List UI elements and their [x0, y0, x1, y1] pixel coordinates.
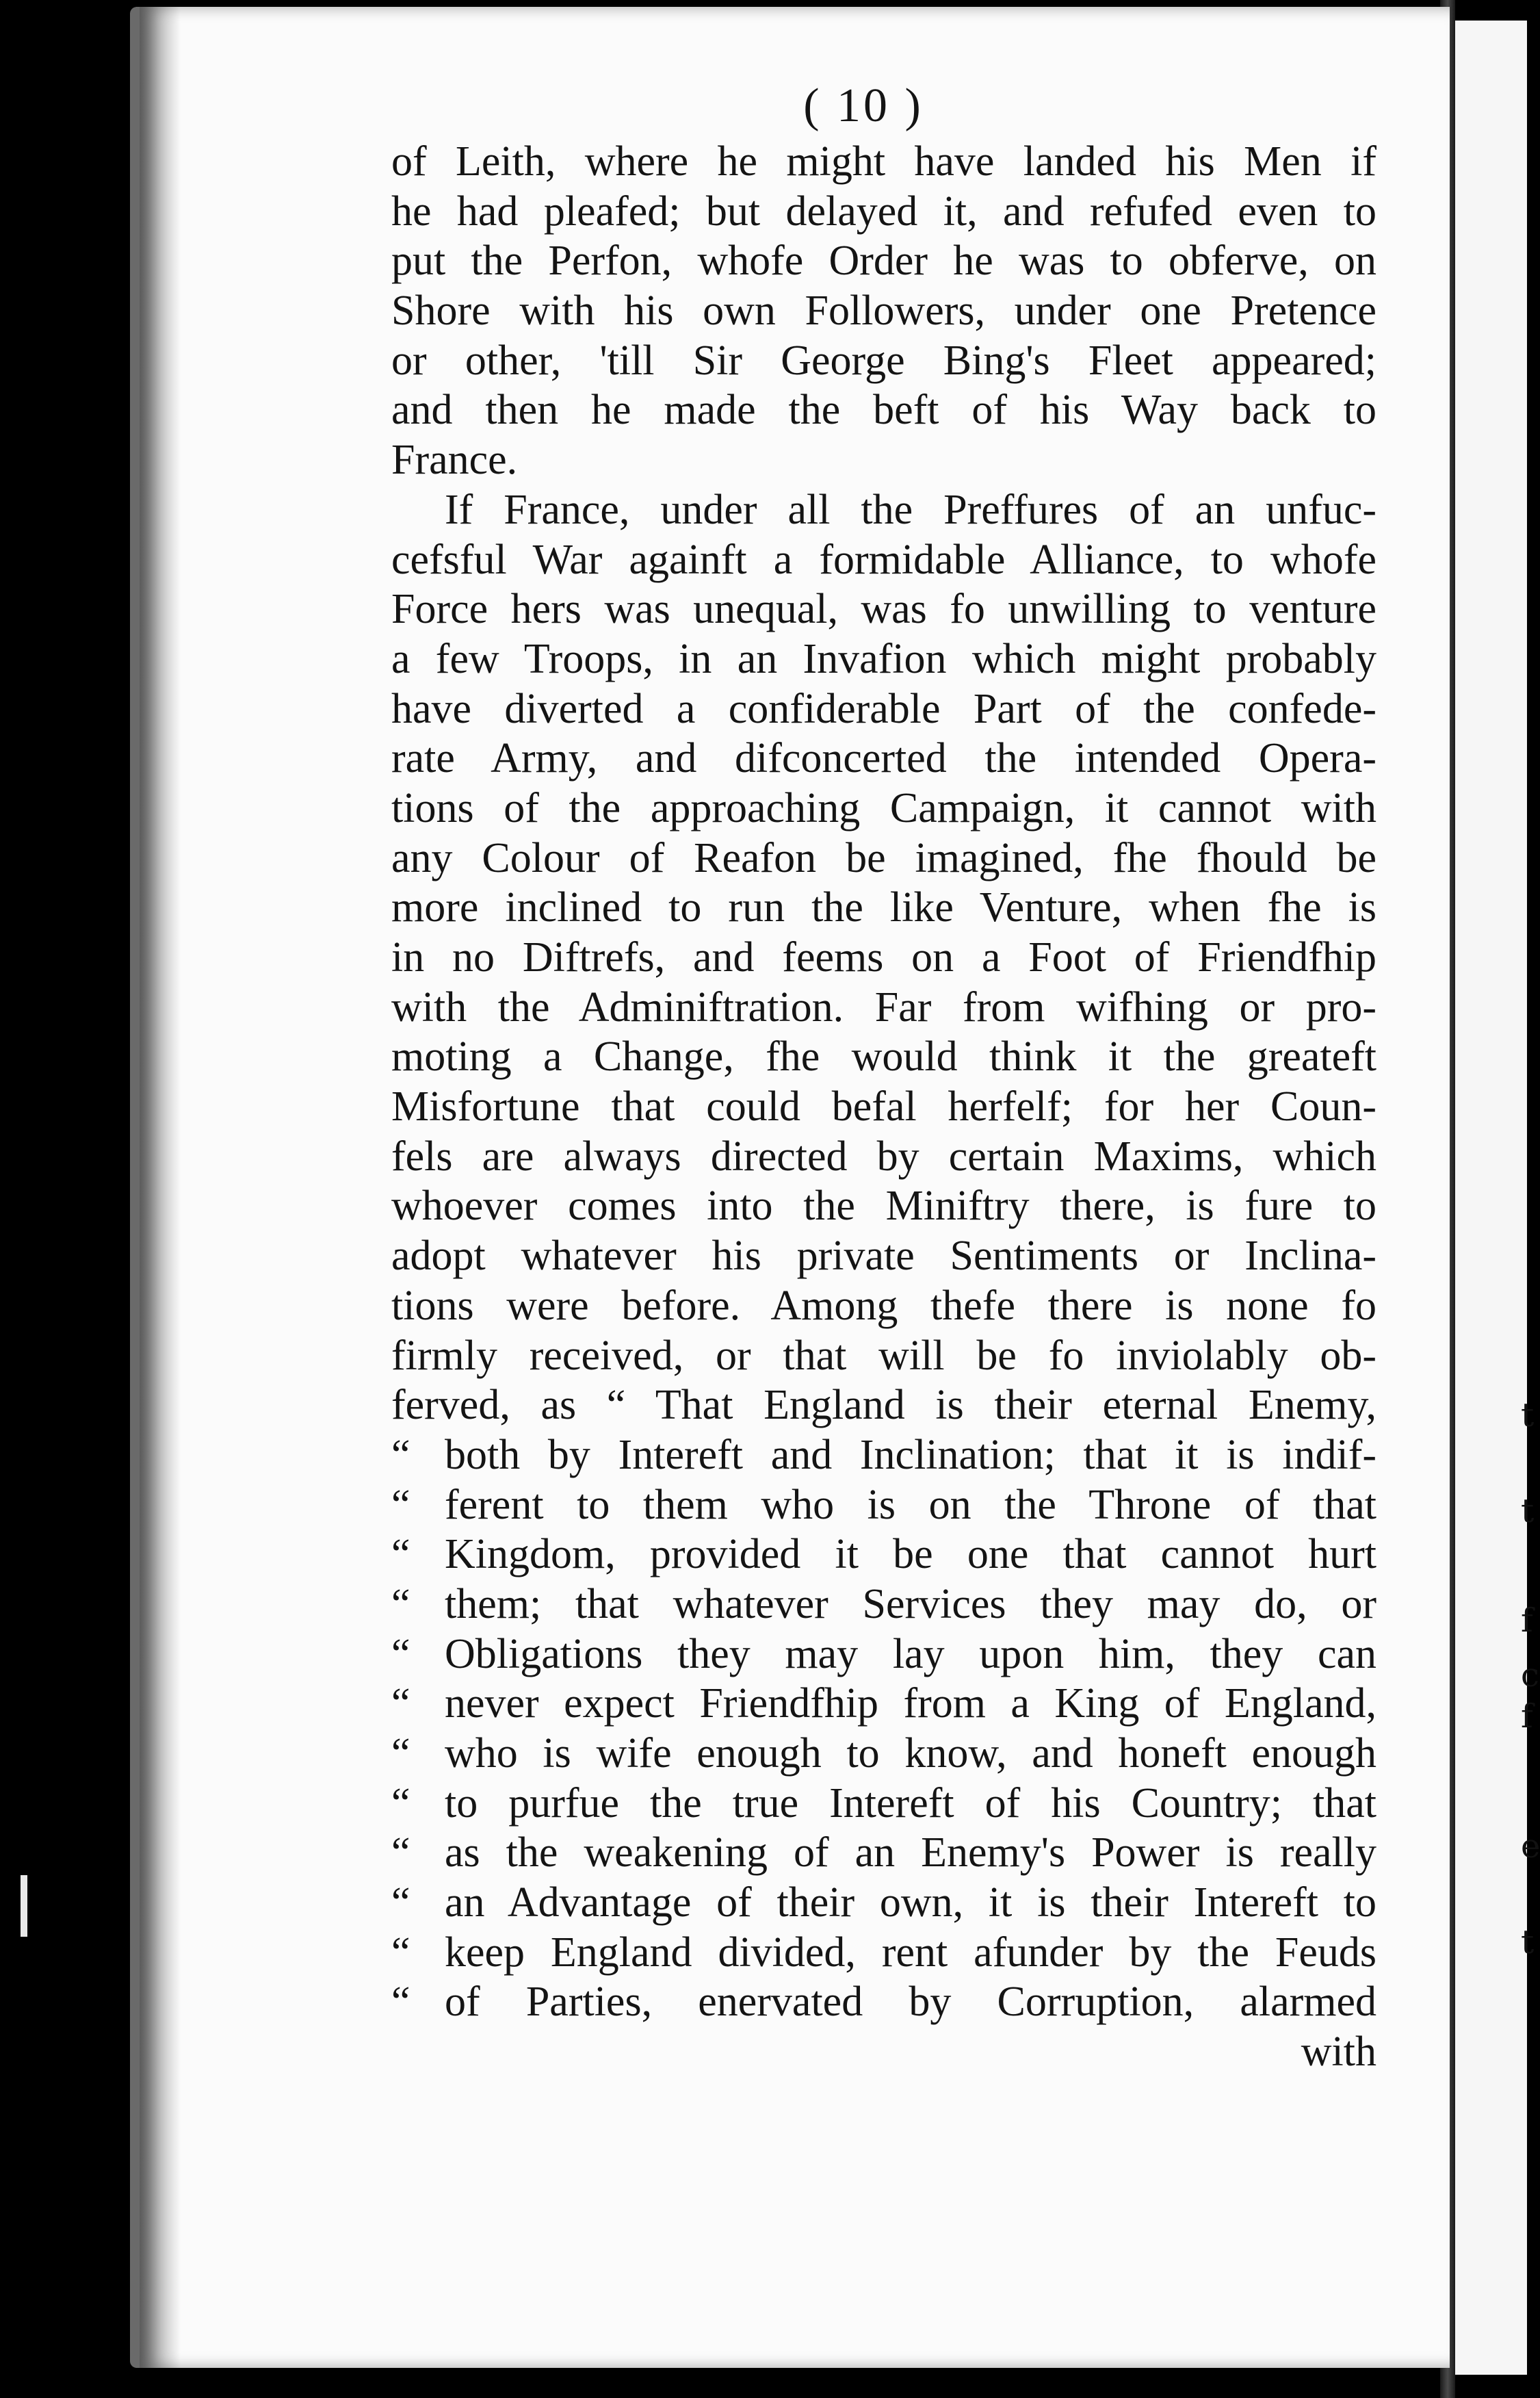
quotation-mark: “	[391, 1829, 410, 1877]
text-line: fels are always directed by certain Maxims, which	[391, 1133, 1376, 1180]
text-line	[391, 1679, 1376, 1729]
quotation-mark: “	[391, 1929, 410, 1976]
line-text: as the weakening of an Enemy's Power is really	[445, 1829, 1376, 1877]
text-line: tions were before. Among thefe there is none fo	[391, 1282, 1376, 1329]
quotation-mark: “	[391, 1481, 410, 1528]
page-text	[391, 75, 1376, 2077]
line-text: Kingdom, provided it be one that cannot hurt	[445, 1531, 1376, 1578]
text-line: If France, under all the Preffures of an unfuc-	[445, 486, 1376, 533]
line-text: both by Intereft and Inclination; that it is indif-	[445, 1431, 1376, 1478]
text-line: any Colour of Reafon be imagined, fhe fhould be	[391, 834, 1376, 881]
line-text: Obligations they may lay upon him, they can	[445, 1630, 1376, 1677]
adjacent-page-fragment: f	[1521, 1697, 1533, 1736]
quotation-mark: “	[391, 1779, 410, 1827]
text-line	[391, 1878, 1376, 1928]
text-line	[391, 1580, 1376, 1629]
text-lines	[391, 137, 1376, 2077]
text-line: cefsful War againft a formidable Alliance, to whofe	[391, 536, 1376, 583]
margin-mark	[21, 1875, 27, 1937]
text-line: in no Diftrefs, and feems on a Foot of Friendfhip	[391, 934, 1376, 981]
text-line: firmly received, or that will be fo inviolably ob-	[391, 1332, 1376, 1379]
quotation-mark: “	[391, 1879, 410, 1926]
text-line: with the Adminiftration. Far from wifhing or pro-	[391, 983, 1376, 1031]
text-line	[391, 1977, 1376, 2027]
text-line: ferved, as “ That England is their eternal Enemy,	[391, 1382, 1376, 1429]
line-text: keep England divided, rent afunder by the Feuds	[445, 1929, 1376, 1976]
text-line: have diverted a confiderable Part of the confede-	[391, 685, 1376, 732]
text-line: Shore with his own Followers, under one Pretence	[391, 287, 1376, 335]
text-line	[391, 1779, 1376, 1829]
quotation-mark: “	[391, 1431, 410, 1478]
line-text: them; that whatever Services they may do, or	[445, 1580, 1376, 1627]
page-binding-shadow	[140, 7, 181, 2368]
text-line	[391, 1430, 1376, 1480]
adjacent-page-fragment: f	[1521, 1601, 1533, 1640]
quotation-mark: “	[391, 1531, 410, 1578]
text-line: Misfortune that could befal herfelf; for her Coun-	[391, 1083, 1376, 1131]
line-text: ferent to them who is on the Throne of that	[445, 1481, 1376, 1528]
text-line	[391, 1828, 1376, 1878]
text-line	[391, 1530, 1376, 1580]
text-line: France.	[391, 437, 518, 484]
text-line: put the Perfon, whofe Order he was to obferve, on	[391, 237, 1376, 285]
text-line: Force hers was unequal, was fo unwilling to venture	[391, 586, 1376, 633]
adjacent-page-fragment: t	[1521, 1492, 1535, 1530]
text-line: and then he made the beft of his Way back to	[391, 387, 1376, 434]
adjacent-page-fragment: e	[1521, 1827, 1540, 1866]
line-text: of Parties, enervated by Corruption, alarmed	[445, 1978, 1376, 2026]
quotation-mark: “	[391, 1680, 410, 1727]
text-line: he had pleafed; but delayed it, and refufed even to	[391, 188, 1376, 235]
adjacent-page-edge	[1455, 21, 1540, 2375]
line-text: who is wife enough to know, and honeft enough	[445, 1730, 1376, 1777]
line-text: to purfue the true Intereft of his Country; that	[445, 1779, 1376, 1827]
text-line: more inclined to run the like Venture, when fhe is	[391, 884, 1376, 931]
quotation-mark: “	[391, 1630, 410, 1677]
line-text: never expect Friendfhip from a King of England,	[445, 1680, 1376, 1727]
text-line: a few Troops, in an Invafion which might probably	[391, 635, 1376, 682]
text-line: with	[1301, 2028, 1376, 2076]
text-line: adopt whatever his private Sentiments or Inclina-	[391, 1233, 1376, 1280]
adjacent-page-fragment: t	[1521, 1923, 1535, 1961]
quotation-mark: “	[391, 1730, 410, 1777]
text-line: of Leith, where he might have landed his Men if	[391, 138, 1376, 185]
text-line: rate Army, and difconcerted the intended Opera-	[391, 735, 1376, 782]
adjacent-page-fragment: t	[1521, 1396, 1535, 1434]
text-line	[391, 1629, 1376, 1679]
text-line	[391, 1928, 1376, 1978]
quotation-mark: “	[391, 1978, 410, 2026]
adjacent-page-fragment: c	[1521, 1656, 1539, 1694]
text-line: moting a Change, fhe would think it the greateft	[391, 1033, 1376, 1081]
quotation-mark: “	[391, 1580, 410, 1627]
text-line	[391, 1729, 1376, 1779]
line-text: an Advantage of their own, it is their Intereft to	[445, 1879, 1376, 1926]
page-number: ( 10 )	[803, 79, 924, 132]
text-line	[391, 1480, 1376, 1530]
text-line: or other, 'till Sir George Bing's Fleet appeared;	[391, 337, 1376, 384]
text-line: whoever comes into the Miniftry there, is fure to	[391, 1183, 1376, 1230]
text-line: tions of the approaching Campaign, it cannot with	[391, 784, 1376, 831]
